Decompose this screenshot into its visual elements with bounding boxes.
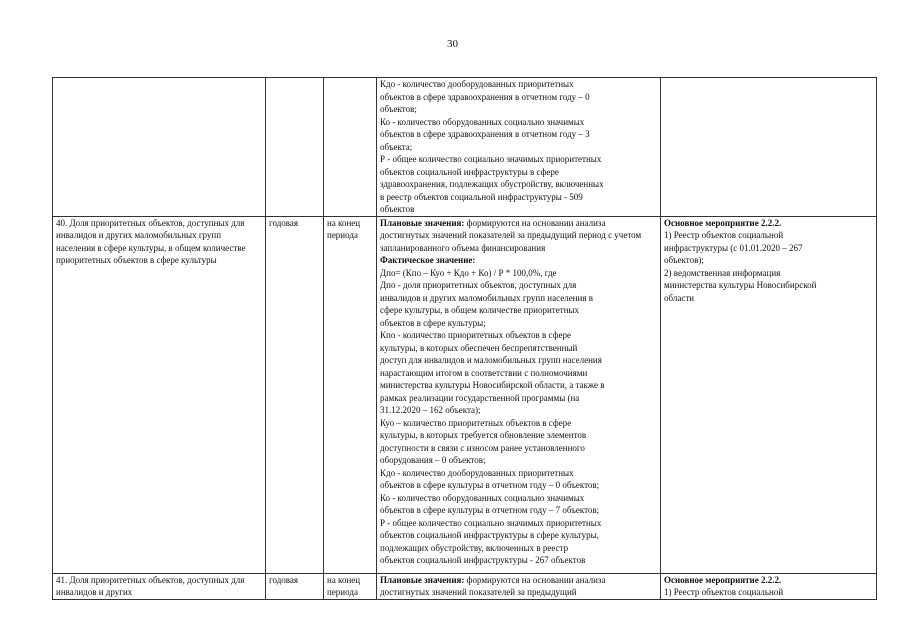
method-line: Кдо - количество дооборудованных приоритетных — [380, 467, 574, 478]
method-line: рамках реализации государственной программы (на — [380, 392, 580, 403]
source-line: инфраструктуры (с 01.01.2020 – 267 — [664, 242, 803, 253]
page-number: 30 — [447, 38, 458, 50]
method-line: здравоохранения, подлежащих обустройству, включенных — [380, 179, 604, 189]
method-line: объектов в сфере культуры; — [380, 317, 486, 328]
method-line: Р - общее количество социально значимых приоритетных — [380, 154, 602, 164]
table-row — [53, 216, 877, 573]
method-line: Ко - количество оборудованных социально значимых — [380, 116, 585, 127]
method-line: объектов; — [380, 104, 417, 114]
date-cell — [324, 78, 377, 217]
table-row — [53, 573, 877, 599]
method-line: объекта; — [380, 141, 413, 152]
plan-text: формируются на основании анализа достигнутых значений показателей за предыдущий период с учетом запланированного объема финансирования — [380, 217, 642, 253]
method-line: доступности в связи с износом ранее установленного — [380, 442, 585, 453]
method-line: Дпо= (Кпо – Куо + Кдо + Ко) / Р * 100,0%, где — [380, 267, 557, 278]
periodicity-cell: годовая — [266, 573, 324, 599]
source-line: 2) ведомственная информация — [664, 267, 781, 278]
method-line: культуры, в которых обеспечен беспрепятственный — [380, 342, 578, 353]
plan-label: Плановые значения: — [380, 574, 465, 585]
source-title: Основное мероприятие 2.2.2. — [664, 217, 782, 228]
method-line: в реестр объектов социальной инфраструктуры - 509 — [380, 191, 583, 202]
source-cell — [661, 78, 877, 217]
indicator-name-cell — [53, 78, 266, 217]
method-line: объектов в сфере здравоохранения в отчетном году – 3 — [380, 129, 590, 139]
method-line: объектов в сфере здравоохранения в отчетном году – 0 — [380, 91, 590, 102]
method-line: нарастающим итогом в соответствии с полномочиями — [380, 367, 588, 378]
method-line: подлежащих обустройству, включенных в реестр — [380, 542, 569, 553]
method-line: Кдо - количество дооборудованных приоритетных — [380, 79, 574, 89]
method-line: министерства культуры Новосибирской области, а также в — [380, 380, 605, 390]
indicator-name-cell: 40. Доля приоритетных объектов, доступных для инвалидов и других маломобильных групп населения в сфере культуры, в общем количестве приоритетных объектов в сфере культуры — [53, 216, 266, 573]
methodology-cell — [377, 216, 661, 573]
method-line: объектов социальной инфраструктуры - 267 объектов — [380, 555, 586, 565]
method-line: сфере культуры, в общем количестве приоритетных — [380, 305, 579, 315]
method-line: объектов социальной инфраструктуры в сфере культуры, — [380, 530, 599, 540]
source-line: области — [664, 292, 695, 303]
indicator-name-cell: 41. Доля приоритетных объектов, доступных для инвалидов и других — [53, 573, 266, 599]
source-line: 1) Реестр объектов социальной — [664, 587, 784, 597]
method-line: доступ для инвалидов и маломобильных групп населения — [380, 355, 602, 365]
date-cell: на конец периода — [324, 573, 377, 599]
method-line: Ко - количество оборудованных социально значимых — [380, 492, 585, 503]
source-title: Основное мероприятие 2.2.2. — [664, 574, 782, 585]
plan-paragraph — [380, 217, 657, 255]
method-line: объектов социальной инфраструктуры в сфере — [380, 166, 559, 177]
method-line: Р - общее количество социально значимых приоритетных — [380, 517, 602, 528]
periodicity-cell — [266, 78, 324, 217]
method-line: инвалидов и других маломобильных групп населения в — [380, 292, 593, 303]
method-line: Куо – количество приоритетных объектов в сфере — [380, 417, 572, 428]
date-cell: на конец периода — [324, 216, 377, 573]
methodology-cell — [377, 78, 661, 217]
source-cell — [661, 573, 877, 599]
plan-text: формируются на основании анализа достигнутых значений показателей за предыдущий — [380, 574, 606, 597]
source-cell — [661, 216, 877, 573]
method-line: 31.12.2020 – 162 объекта); — [380, 405, 481, 415]
method-line: Дпо - доля приоритетных объектов, доступных для — [380, 280, 577, 290]
fact-label: Фактическое значение: — [380, 255, 476, 265]
method-line: объектов в сфере культуры в отчетном году – 0 объектов; — [380, 480, 600, 490]
method-line: оборудования – 0 объектов; — [380, 455, 486, 465]
indicators-table — [52, 77, 877, 600]
methodology-cell — [377, 573, 661, 599]
table-row — [53, 78, 877, 217]
source-line: объектов); — [664, 255, 704, 265]
method-line: объектов — [380, 204, 415, 214]
method-line: Кпо - количество приоритетных объектов в сфере — [380, 330, 571, 340]
source-line: министерства культуры Новосибирской — [664, 280, 817, 290]
plan-label: Плановые значения: — [380, 217, 465, 228]
periodicity-cell: годовая — [266, 216, 324, 573]
method-line: объектов в сфере культуры в отчетном году – 7 объектов; — [380, 505, 600, 515]
source-line: 1) Реестр объектов социальной — [664, 230, 784, 240]
method-line: культуры, в которых требуется обновление элементов — [380, 430, 587, 440]
plan-paragraph — [380, 574, 657, 599]
